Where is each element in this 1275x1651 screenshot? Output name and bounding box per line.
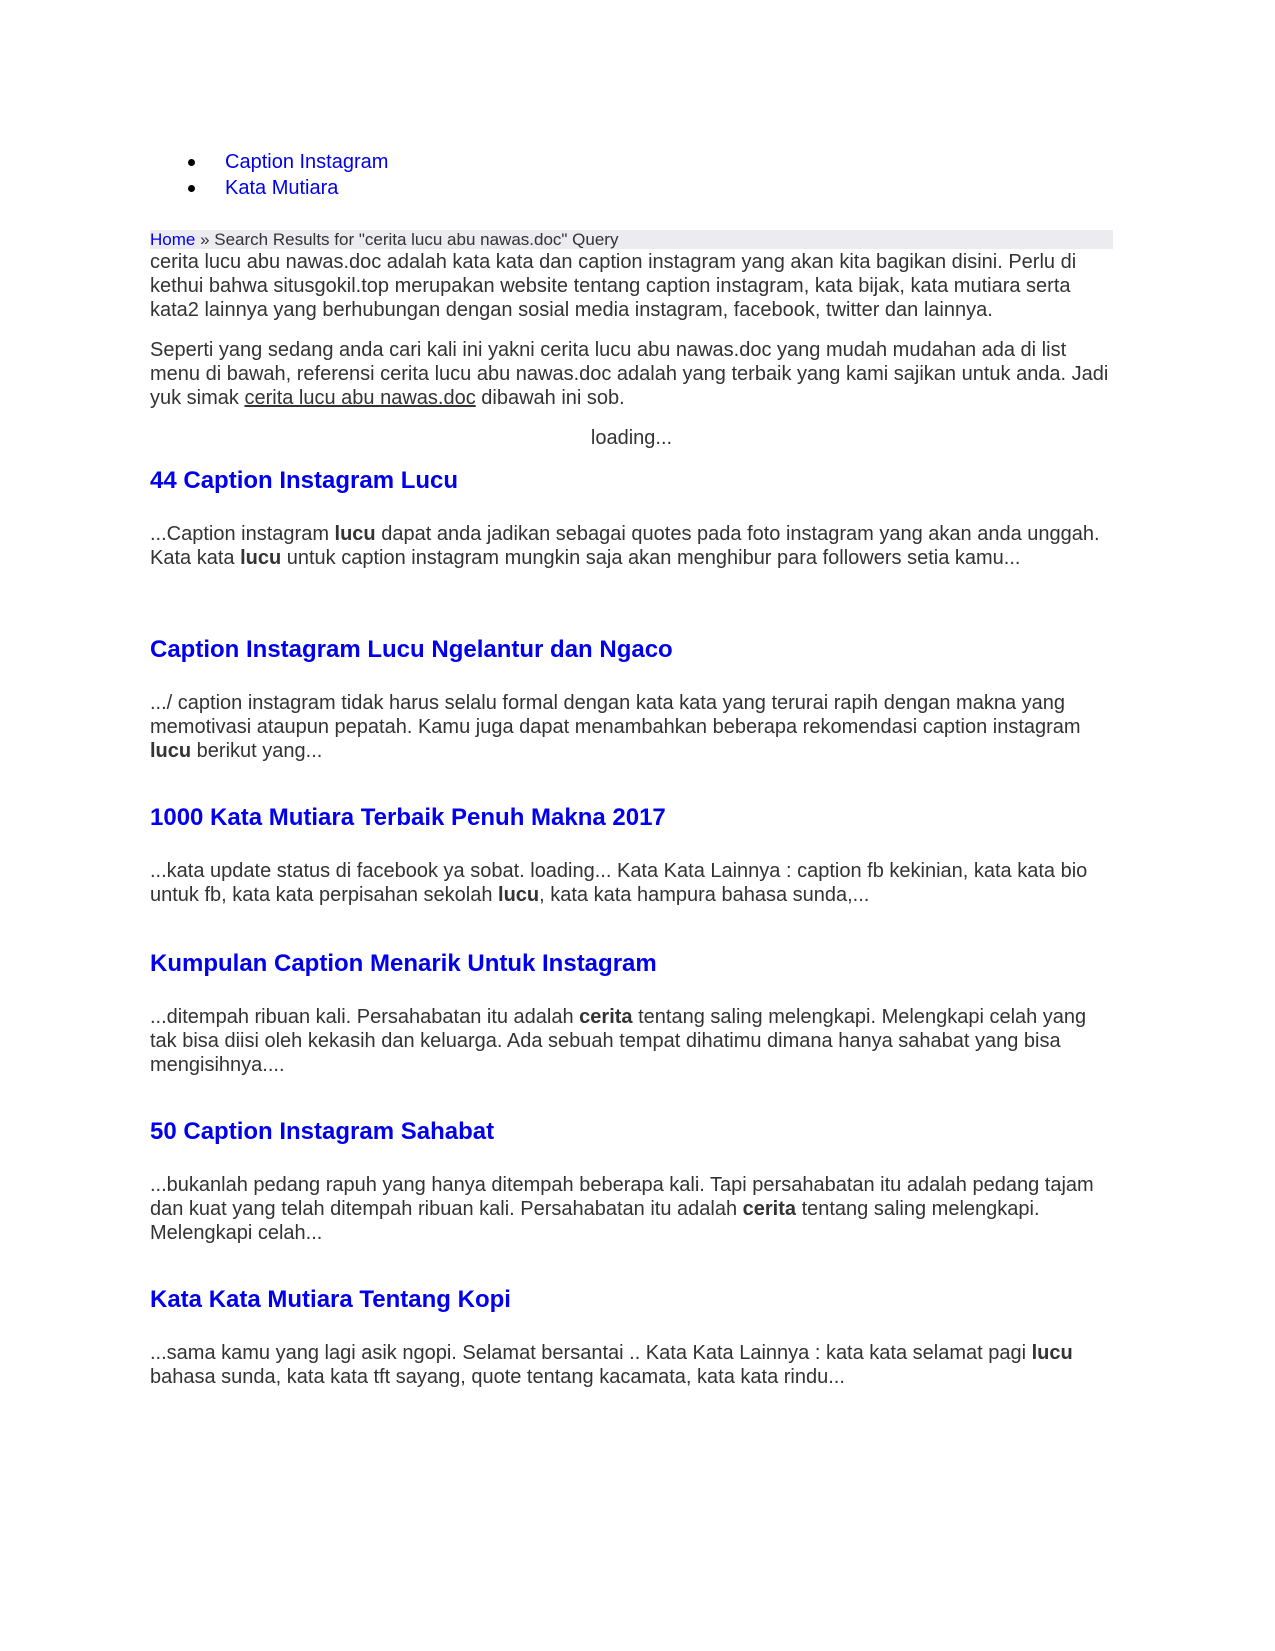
snippet-keyword: lucu [334, 523, 376, 545]
snippet-text: ...kata update status di facebook ya sobat. loading... Kata Kata Lainnya : caption fb kekinian, kata kata bio untuk fb, kata kata perpisahan sekolah [150, 860, 1088, 906]
snippet-text: , kata kata hampura bahasa sunda,... [539, 884, 870, 906]
snippet-keyword: cerita [579, 1006, 633, 1028]
breadcrumb-separator: » [195, 230, 215, 249]
result-title [150, 466, 1113, 496]
result-title-link[interactable]: Kumpulan Caption Menarik Untuk Instagram [150, 950, 657, 977]
result-title [150, 949, 1113, 979]
snippet-text: bahasa sunda, kata kata tft sayang, quote tentang kacamata, kata kata rindu... [150, 1366, 845, 1388]
nav-link-caption-instagram[interactable]: Caption Instagram [225, 151, 389, 173]
result-title-link[interactable]: 50 Caption Instagram Sahabat [150, 1118, 495, 1145]
snippet-keyword: lucu [240, 547, 282, 569]
nav-item-kata-mutiara [150, 175, 388, 201]
loading-indicator: loading... [590, 427, 673, 449]
result-snippet [150, 859, 1113, 907]
intro-text-after: dibawah ini sob. [475, 387, 625, 409]
result-title [150, 1117, 1113, 1147]
result-title-link[interactable]: Kata Kata Mutiara Tentang Kopi [150, 1286, 511, 1313]
result-snippet [150, 522, 1113, 570]
result-title-link[interactable]: Caption Instagram Lucu Ngelantur dan Ngaco [150, 636, 673, 663]
snippet-text: dapat anda jadikan sebagai quotes pada foto instagram yang akan anda unggah. Kata kata [150, 523, 1100, 569]
snippet-text: tentang saling melengkapi. Melengkapi celah yang tak bisa diisi oleh kekasih dan keluarga. Ada sebuah tempat dihatimu dimana hanya sahabat yang bisa mengisihnya.... [150, 1006, 1087, 1076]
result-item [150, 1285, 1113, 1388]
breadcrumb-home-link[interactable]: Home [150, 230, 196, 249]
result-title [150, 1285, 1113, 1315]
breadcrumb-text: Search Results for "cerita lucu abu nawas.doc" Query [214, 230, 619, 249]
intro-text-before: Seperti yang sedang anda cari kali ini yakni cerita lucu abu nawas.doc yang mudah mudahan ada di list menu di bawah, referensi cerita lucu abu nawas.doc adalah yang terbaik yang kami sajikan untuk anda. Jadi yuk simak [150, 339, 1109, 409]
snippet-text: .../ caption instagram tidak harus selalu formal dengan kata kata yang terurai rapih dengan makna yang memotivasi ataupun pepatah. Kamu juga dapat menambahkan beberapa rekomendasi caption instagram [150, 692, 1081, 738]
result-snippet [150, 1341, 1113, 1389]
snippet-keyword: lucu [498, 884, 540, 906]
result-item [150, 803, 1113, 906]
result-snippet [150, 691, 1113, 763]
bullet-icon [188, 185, 195, 192]
intro-query-link[interactable]: cerita lucu abu nawas.doc [244, 387, 476, 409]
snippet-keyword: cerita [742, 1198, 797, 1220]
bullet-icon [188, 159, 195, 166]
result-title [150, 803, 1113, 833]
result-title [150, 635, 1113, 665]
snippet-text: berikut yang... [191, 740, 323, 762]
snippet-keyword: lucu [150, 740, 192, 762]
breadcrumb [150, 230, 1113, 249]
intro-paragraph-2 [150, 338, 1113, 410]
result-item [150, 949, 1113, 1076]
snippet-text: ...sama kamu yang lagi asik ngopi. Selamat bersantai .. Kata Kata Lainnya : kata kata selamat pagi [150, 1342, 1032, 1364]
result-item [150, 466, 1113, 569]
snippet-text: untuk caption instagram mungkin saja akan menghibur para followers setia kamu... [281, 547, 1021, 569]
result-title-link[interactable]: 1000 Kata Mutiara Terbaik Penuh Makna 2017 [150, 804, 666, 831]
snippet-text: ...ditempah ribuan kali. Persahabatan itu adalah [150, 1006, 580, 1028]
nav-link-kata-mutiara[interactable]: Kata Mutiara [225, 177, 339, 199]
result-title-link[interactable]: 44 Caption Instagram Lucu [150, 467, 459, 494]
result-item [150, 1117, 1113, 1244]
snippet-text: tentang saling melengkapi. Melengkapi celah... [150, 1198, 1040, 1244]
nav-item-caption-instagram [150, 149, 388, 175]
snippet-text: ...Caption instagram [150, 523, 335, 545]
intro-paragraph: cerita lucu abu nawas.doc adalah kata kata dan caption instagram yang akan kita bagikan disini. Perlu di kethui bahwa situsgokil.top merupakan website tentang caption instagram, kata bijak, kata mutiara serta kata2 lainnya yang berhubungan dengan sosial media instagram, facebook, twitter dan lainnya. [150, 251, 1077, 321]
nav-list [150, 149, 388, 201]
result-snippet [150, 1173, 1113, 1245]
snippet-text: ...bukanlah pedang rapuh yang hanya ditempah beberapa kali. Tapi persahabatan itu adalah pedang tajam dan kuat yang telah ditempah ribuan kali. Persahabatan itu adalah [150, 1174, 1094, 1220]
snippet-keyword: lucu [1031, 1342, 1073, 1364]
result-item [150, 635, 1113, 762]
result-snippet [150, 1005, 1113, 1077]
